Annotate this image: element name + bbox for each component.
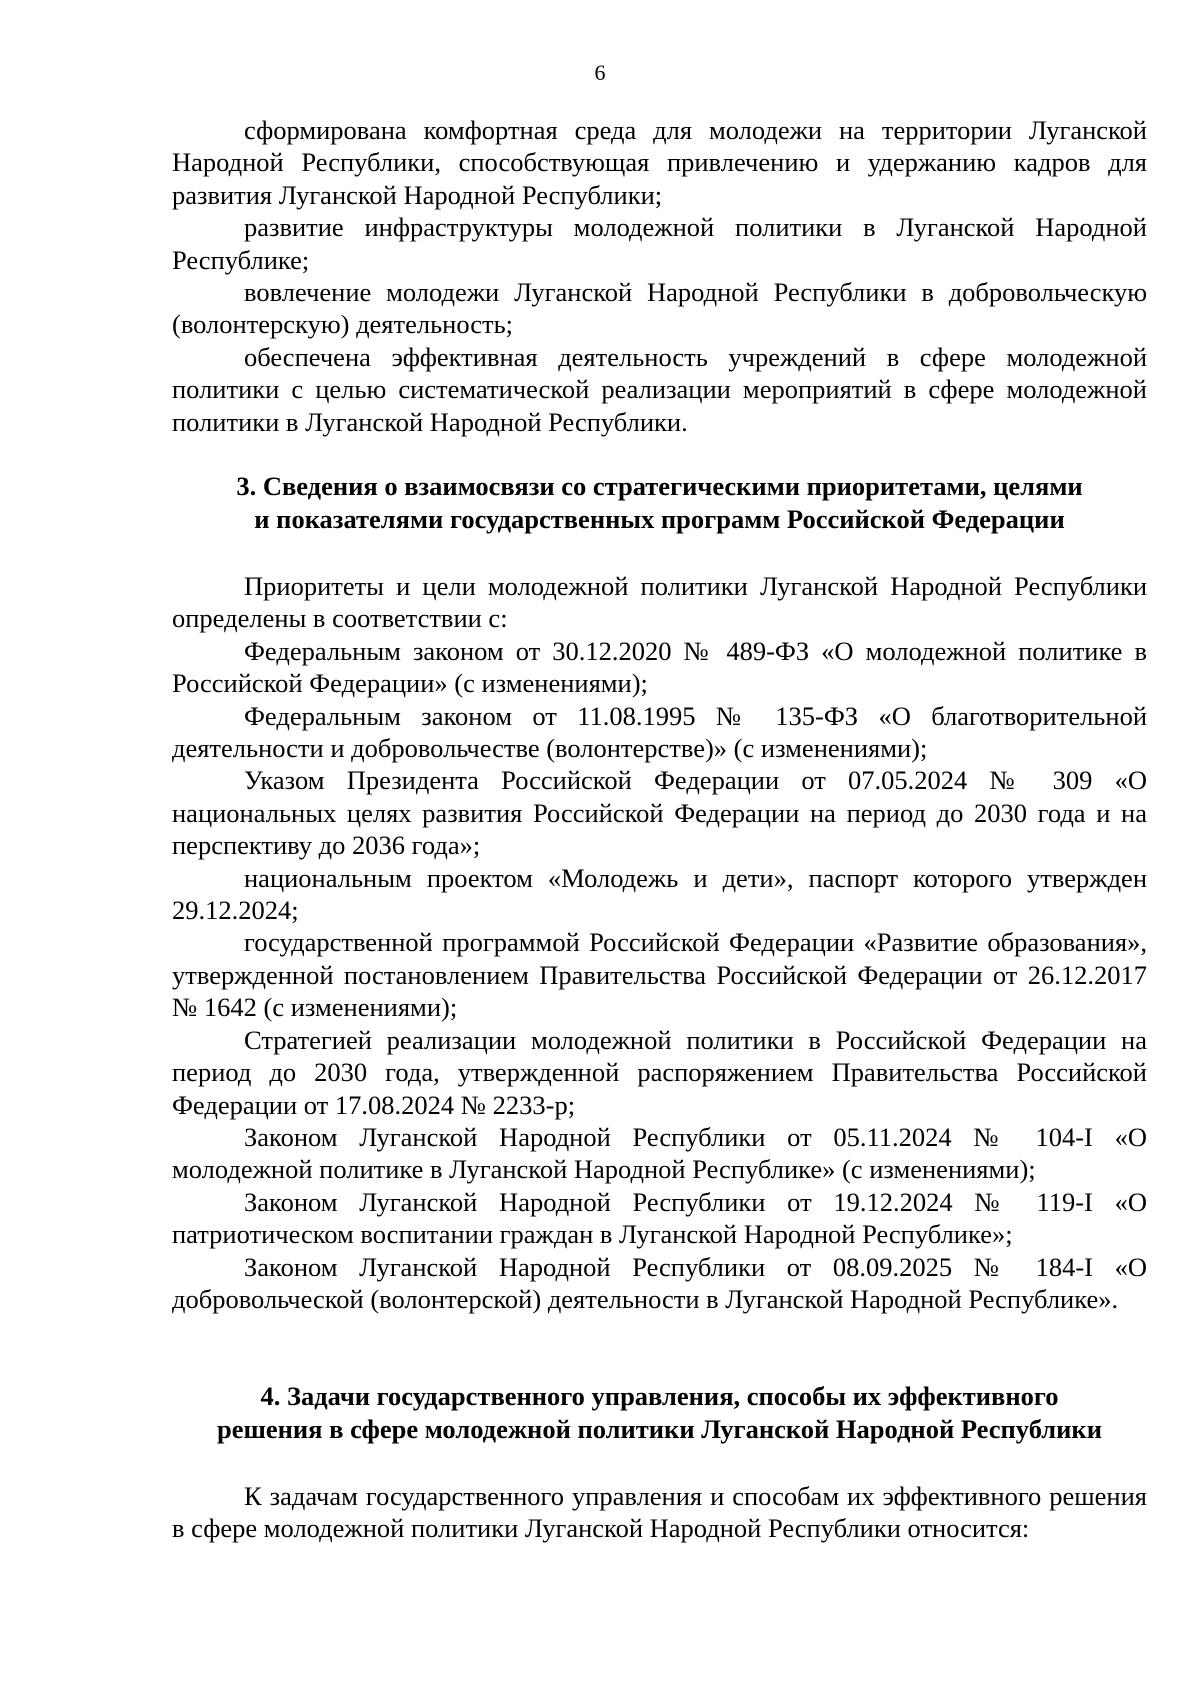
section-4-heading-line: решения в сфере молодежной политики Луганской Народной Республики (217, 1414, 1102, 1444)
section-3-body (172, 570, 1147, 1315)
section-4-paragraph: К задачам государственного управления и способам их эффективного решения в сфере молодежной политики Луганской Народной Республики относится: (172, 1481, 1147, 1544)
section-3-paragraph: Федеральным законом от 30.12.2020 № 489-ФЗ «О молодежной политике в Российской Федерации» (с изменениями); (172, 635, 1147, 699)
intro-item: обеспечена эффективная деятельность учреждений в сфере молодежной политики с целью систематической реализации мероприятий в сфере молодежной политики в Луганской Народной Республики. (172, 341, 1147, 437)
intro-item: развитие инфраструктуры молодежной политики в Луганской Народной Республике; (172, 212, 1147, 275)
section-3-paragraph: Приоритеты и цели молодежной политики Луганской Народной Республики определены в соответствии с: (172, 571, 1147, 634)
page-number: 6 (594, 60, 606, 85)
section-4-body (172, 1480, 1147, 1545)
section-4-heading-line: 4. Задачи государственного управления, способы их эффективного (260, 1381, 1059, 1411)
section-3-paragraph: Указом Президента Российской Федерации от 07.05.2024 № 309 «О национальных целях развития Российской Федерации на период до 2030 года и на перспективу до 2036 года»; (172, 765, 1147, 861)
section-3-paragraph: Законом Луганской Народной Республики от 05.11.2024 № 104-I «О молодежной политике в Луганской Народной Республике» (с изменениями); (172, 1121, 1147, 1185)
section-3-paragraph: Законом Луганской Народной Республики от 19.12.2024 № 119-I «О патриотическом воспитании граждан в Луганской Народной Республике»; (172, 1186, 1147, 1250)
section-4-heading (172, 1380, 1147, 1446)
section-3-heading-line: 3. Сведения о взаимосвязи со стратегическими приоритетами, целями (236, 471, 1083, 501)
intro-item: вовлечение молодежи Луганской Народной Республики в добровольческую (волонтерскую) деятельность; (172, 277, 1147, 340)
section-3-paragraph: Федеральным законом от 11.08.1995 № 135-ФЗ «О благотворительной деятельности и добровольчестве (волонтерстве)» (с изменениями); (172, 700, 1147, 764)
section-3-paragraph: Стратегией реализации молодежной политики в Российской Федерации на период до 2030 года, утвержденной распоряжением Правительства Российской Федерации от 17.08.2024 № 2233-р; (172, 1024, 1147, 1120)
section-3-heading-line: и показателями государственных программ Российской Федерации (254, 504, 1065, 534)
intro-list (172, 114, 1147, 438)
section-3-heading (172, 470, 1147, 536)
intro-item: сформирована комфортная среда для молодежи на территории Луганской Народной Республики, способствующая привлечению и удержанию кадров для развития Луганской Народной Республики; (172, 115, 1147, 210)
section-3-paragraph: национальным проектом «Молодежь и дети», паспорт которого утвержден 29.12.2024; (172, 862, 1147, 926)
section-3-paragraph: Законом Луганской Народной Республики от 08.09.2025 № 184-I «О добровольческой (волонтерской) деятельности в Луганской Народной Республике». (172, 1251, 1147, 1314)
section-3-paragraph: государственной программой Российской Федерации «Развитие образования», утвержденной постановлением Правительства Российской Федерации от 26.12.2017 № 1642 (с изменениями); (172, 927, 1147, 1023)
